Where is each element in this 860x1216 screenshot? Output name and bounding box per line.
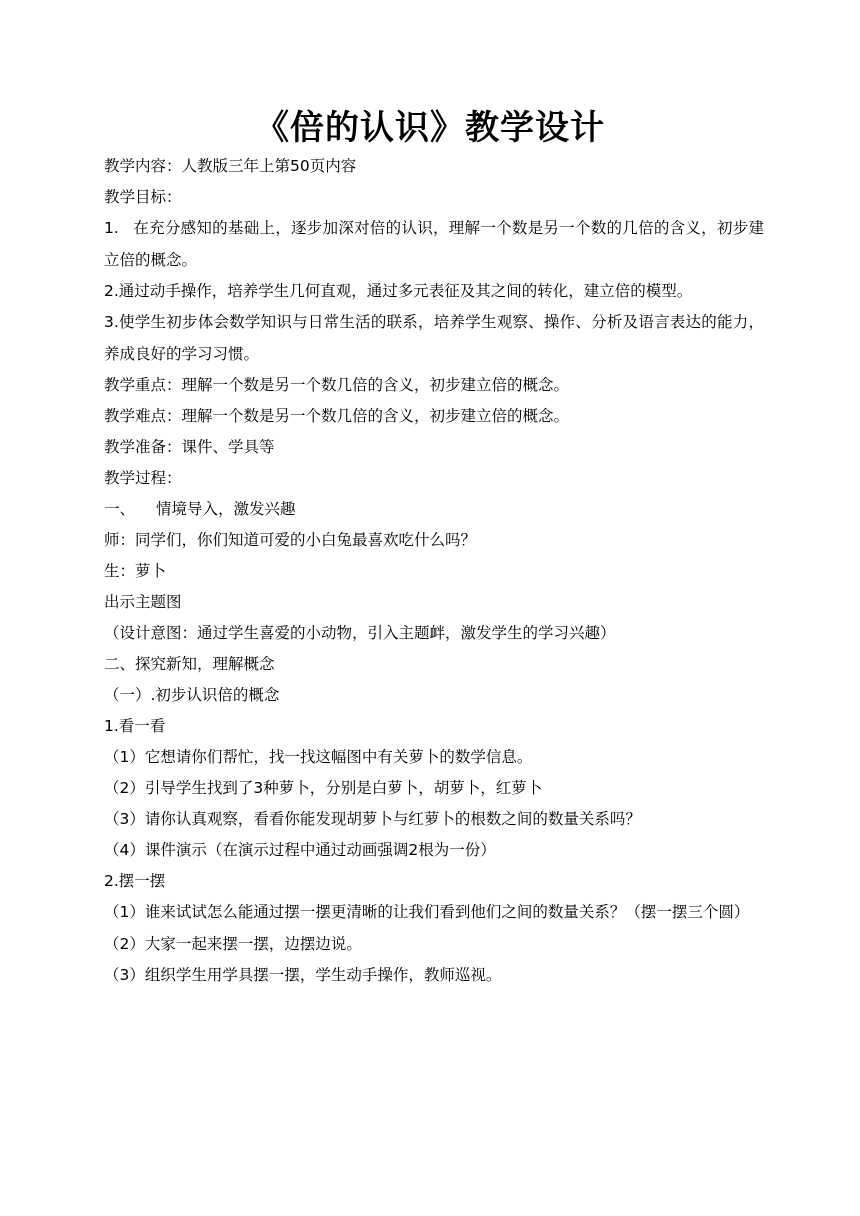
goal-1-text: 在充分感知的基础上，逐步加深对倍的认识，理解一个数是另一个数的几倍的含义，初步建立倍的概念。 bbox=[104, 219, 764, 269]
section-1-heading bbox=[104, 494, 764, 525]
step-2-heading: 2.摆一摆 bbox=[104, 872, 166, 890]
document-body bbox=[104, 151, 764, 991]
step-2-item-3: （3）组织学生用学具摆一摆，学生动手操作，教师巡视。 bbox=[104, 965, 502, 984]
goal-3: 3.使学生初步体会数学知识与日常生活的联系，培养学生观察、操作、分析及语言表达的能力，养成良好的学习习惯。 bbox=[104, 313, 764, 363]
step-1-item-1: （1）它想请你们帮忙，找一找这幅图中有关萝卜的数学信息。 bbox=[104, 748, 533, 766]
show-theme-image: 出示主题图 bbox=[104, 593, 182, 611]
section-2-heading: 二、探究新知，理解概念 bbox=[104, 655, 275, 673]
step-2-item-2: （2）大家一起来摆一摆，边摆边说。 bbox=[104, 934, 362, 953]
section-1-number: 一、 bbox=[104, 500, 136, 518]
teacher-question: 师：同学们，你们知道可爱的小白兔最喜欢吃什么吗？ bbox=[104, 531, 477, 549]
goals-heading: 教学目标： bbox=[104, 188, 182, 206]
section-1-text: 情境导入，激发兴趣 bbox=[156, 500, 296, 518]
document-title: 《倍的认识》教学设计 bbox=[255, 108, 605, 148]
process-heading: 教学过程： bbox=[104, 469, 182, 487]
step-1-item-3: （3）请你认真观察，看看你能发现胡萝卜与红萝卜的根数之间的数量关系吗？ bbox=[104, 810, 641, 828]
step-2-item-1: （1）谁来试试怎么能通过摆一摆更清晰的让我们看到他们之间的数量关系？（摆一摆三个圆） bbox=[104, 903, 750, 921]
preparation: 教学准备：课件、学具等 bbox=[104, 438, 275, 456]
goal-1-number: 1. bbox=[104, 219, 119, 237]
subsection-1-heading: （一）.初步认识倍的概念 bbox=[104, 686, 280, 704]
step-1-item-4: （4）课件演示（在演示过程中通过动画强调2根为一份） bbox=[104, 841, 496, 859]
difficulty: 教学难点：理解一个数是另一个数几倍的含义，初步建立倍的概念。 bbox=[104, 407, 570, 425]
teaching-content: 教学内容：人教版三年上第50页内容 bbox=[104, 157, 357, 175]
key-point: 教学重点：理解一个数是另一个数几倍的含义，初步建立倍的概念。 bbox=[104, 376, 570, 394]
step-1-item-2: （2）引导学生找到了3种萝卜，分别是白萝卜，胡萝卜，红萝卜 bbox=[104, 779, 543, 797]
design-intent: （设计意图：通过学生喜爱的小动物，引入主题衅，激发学生的学习兴趣） bbox=[104, 624, 616, 642]
step-1-heading: 1.看一看 bbox=[104, 717, 166, 735]
goal-2: 2.通过动手操作，培养学生几何直观，通过多元表征及其之间的转化，建立倍的模型。 bbox=[104, 282, 693, 300]
goal-1 bbox=[104, 213, 764, 276]
student-answer: 生：萝卜 bbox=[104, 562, 167, 580]
